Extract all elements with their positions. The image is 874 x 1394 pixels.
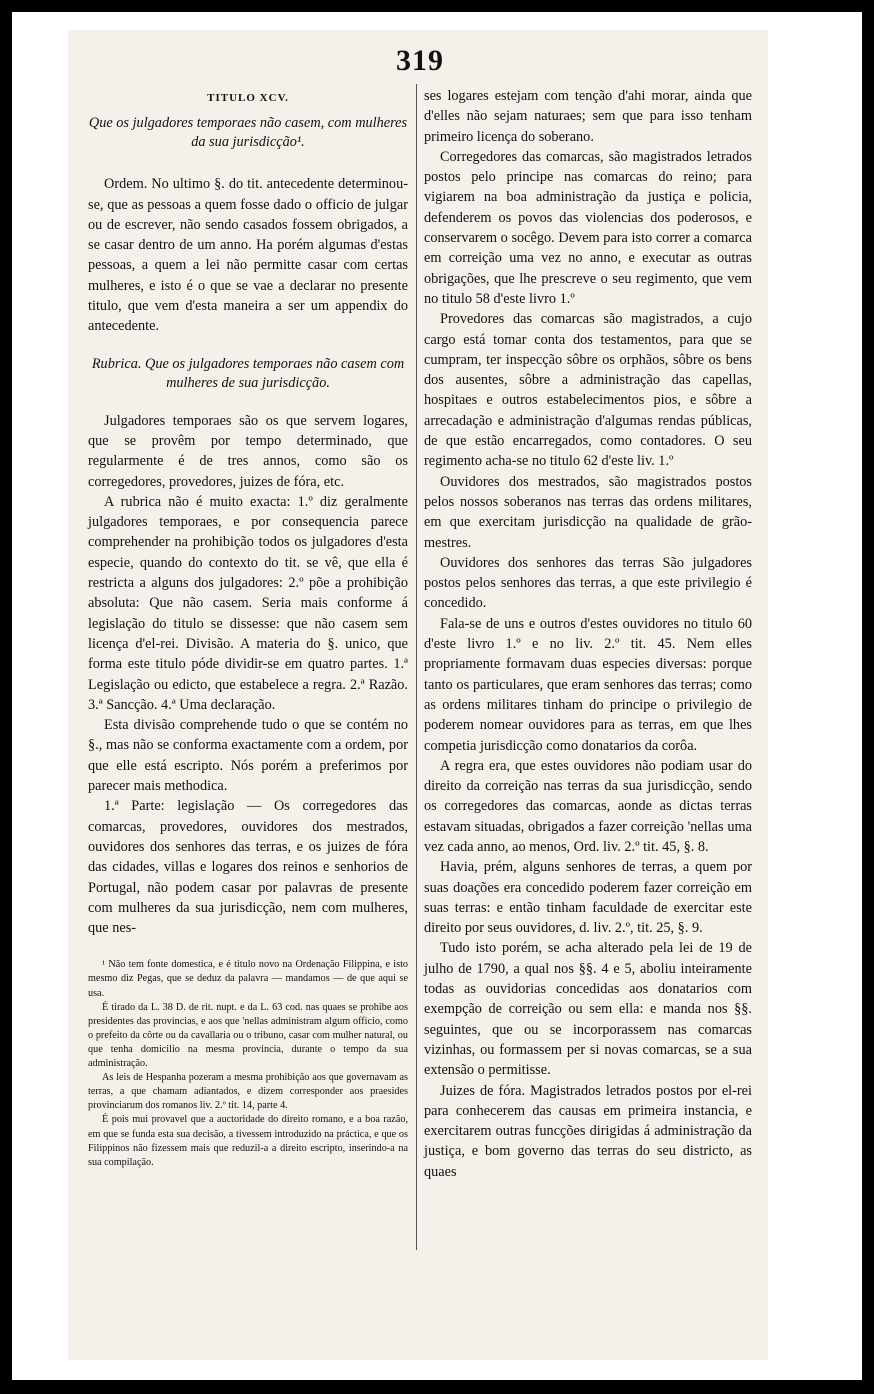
footnote-2: É tirado da L. 38 D. de rit. nupt. e da L. 63 cod. nas quaes se prohibe aos presidentes das provincias, e aos que 'nellas administram algum officio, como o prefeito da côrte ou da cavallaria ou o tribuno, casar com mulher natural, ou que tenha domicilio na mesma provincia, durante o tempo da sua administração.: [88, 1001, 408, 1070]
left-column: [88, 86, 408, 1170]
footnote-1: ¹ Não tem fonte domestica, e é titulo novo na Ordenação Filippina, e isto mesmo diz Pegas, que se deduz da palavra — mandamos — de que aqui se usa.: [88, 959, 408, 999]
paragraph-continuation: ses logares estejam com tenção d'ahi morar, ainda que d'elles não sejam naturaes; sem que para isso tenham primeiro licença do soberano.: [424, 88, 752, 145]
scan-border-left: [0, 0, 12, 1394]
title-subtitle: Que os julgadores temporaes não casem, com mulheres da sua jurisdicção¹.: [88, 115, 408, 151]
paragraph-regra: A regra era, que estes ouvidores não podiam usar do direito da correição nas terras da sua jurisdicção, sendo os corregedores das comarcas, aonde as dictas terras estavam situadas, obrigados a fazer correição 'nellas uma vez cada anno, ao menos, Ord. liv. 2.º tit. 45, §. 8.: [424, 757, 752, 855]
title-heading: TITULO XCV.: [207, 92, 289, 104]
column-divider: [416, 84, 417, 1250]
scan-border-bottom: [0, 1380, 874, 1394]
footnotes: [88, 958, 408, 1169]
footnote-4: É pois mui provavel que a auctoridade do direito romano, e a boa razão, em que se funda esta sua decisão, a tivessem introduzido na práctica, e que os Filippinos não fizessem mais que reduzil-a a direito escripto, inserindo-a na sua compilação.: [88, 1114, 408, 1168]
paragraph-corregedores: Corregedores das comarcas, são magistrados letrados postos pelo principe nas comarcas do reino; para vigiarem na boa administração da justiça e policia, defenderem os povos das violencias dos poderosos, e conservarem o socêgo. Devem para isto correr a comarca em correição uma vez no anno, e executar as outras obrigações, que lhe prescreve o seu regimento, que vem no titulo 58 d'este livro 1.º: [424, 148, 752, 307]
paragraph-ouvidores-mestrados: Ouvidores dos mestrados, são magistrados postos pelos nossos soberanos nas terras das ordens militares, em que exercitam jurisdicção na qualidade de grão-mestres.: [424, 473, 752, 551]
paragraph-ordem: Ordem. No ultimo §. do tit. antecedente determinou-se, que as pessoas a quem fosse dado o officio de julgar ou de escrever, não sendo casados fossem obrigados, a se casar dentro de um anno. Ha porém algumas d'estas pessoas, a quem a lei não permitte casar com certas mulheres, e isto é o que se vae a declarar no presente titulo, que vem d'esta maneira a ser um appendix do antecedente.: [88, 176, 408, 335]
right-column: [424, 86, 752, 1182]
paragraph-havia: Havia, prém, alguns senhores de terras, a quem por suas doações era concedido poderem fazer correição em suas terras: e então tinham faculdade de exercitar este direito por seus ouvidores, d. liv. 2.º, tit. 25, §. 9.: [424, 859, 752, 937]
paragraph-julgadores: Julgadores temporaes são os que servem logares, que se provêm por tempo determinado, que regularmente é de tres annos, como são os corregedores, provedores, juizes de fóra, etc.: [88, 412, 408, 490]
page-number: 319: [396, 44, 444, 77]
scan-border-top: [0, 0, 874, 12]
paragraph-ouvidores-senhores: Ouvidores dos senhores das terras São julgadores postos pelos senhores das terras, a que este privilegio é concedido.: [424, 554, 752, 612]
paragraph-parte-1: 1.ª Parte: legislação — Os corregedores das comarcas, provedores, ouvidores dos mestrados, ouvidores dos senhores das terras, e os juizes de fóra das cidades, villas e logares dos reinos e senhorios de Portugal, não podem casar por palavras de presente com mulheres da sua jurisdicção, nem com mulheres, que nes-: [88, 798, 408, 937]
paragraph-juizes-de-fora: Juizes de fóra. Magistrados letrados postos por el-rei para conhecerem das causas em primeira instancia, e exercitarem outras funcções dirigidas á administração da justiça, e bom governo das terras do seu districto, as quaes: [424, 1082, 752, 1180]
paragraph-divisao: Esta divisão comprehende tudo o que se contém no §., mas não se conforma exactamente com a ordem, por que elle está escripto. Nós porém a preferimos por parecer mais methodica.: [88, 717, 408, 795]
scan-border-right: [862, 0, 874, 1394]
paragraph-rubrica: A rubrica não é muito exacta: 1.º diz geralmente julgadores temporaes, e por consequencia parece comprehender na prohibição todos os julgadores d'esta especie, quando do contexto do tit. se vê, que ella é restricta a alguns dos julgadores: 2.º põe a prohibição absoluta: Que não casem. Seria mais conforme á legislação do titulo se dissesse: que não casem sem licença d'el-rei. Divisão. A materia do §. unico, que forma este titulo póde dividir-se em quatro partes. 1.ª Legislação ou edicto, que estabelece a regra. 2.ª Razão. 3.ª Sancção. 4.ª Uma declaração.: [88, 493, 408, 713]
paragraph-fala-se: Fala-se de uns e outros d'estes ouvidores no titulo 60 d'este livro 1.º e no liv. 2.º tit. 45. Nem elles propriamente formavam duas especies diversas: porque tanto os particulares, que eram senhores das terras; como as ordens militares tinham do principe o privilegio de poderem nomear ouvidores para as terras, em que lhes competia jurisdicção como donatarios da corôa.: [424, 615, 752, 754]
footnote-3: As leis de Hespanha pozeram a mesma prohibição aos que governavam as terras, a que chamam adiantados, e dizem corresponder aos praesides provinciarum dos romanos liv. 2.º tit. 14, parte 4.: [88, 1072, 408, 1112]
paragraph-provedores: Provedores das comarcas são magistrados, a cujo cargo está tomar conta dos testamentos, para que se cumpram, ter inspecção sôbre os orphãos, sôbre os bens dos ausentes, sôbre a administração das capellas, hospitaes e outros estabelecimentos pios, e sôbre a arrecadação e administração d'algumas rendas públicas, de que estão encarregados, como contadores. O seu regimento acha-se no titulo 62 d'este liv. 1.º: [424, 311, 752, 470]
rubrica-heading: Rubrica. Que os julgadores temporaes não casem com mulheres de sua jurisdicção.: [91, 355, 405, 391]
paragraph-tudo-isto: Tudo isto porém, se acha alterado pela lei de 19 de julho de 1790, a qual nos §§. 4 e 5, aboliu inteiramente todas as ouvidorias concedidas aos donatarios com exempção de correição ou sem ella: e manda nos §§. seguintes, que ou se incorporassem nas comarcas vizinhas, ou formassem per si novas comarcas, se a sua extensão o permitisse.: [424, 940, 752, 1079]
